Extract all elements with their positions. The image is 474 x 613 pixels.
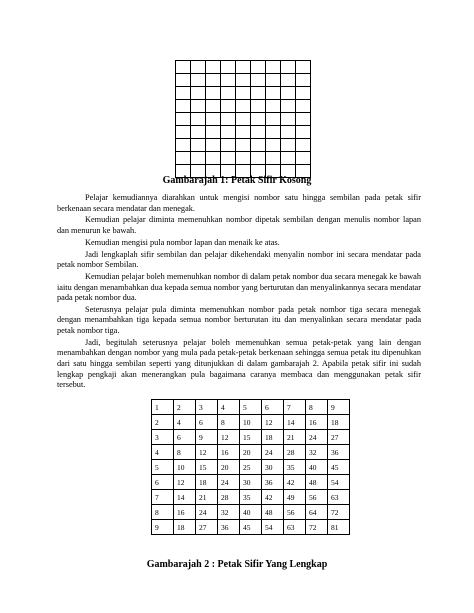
empty-grid-cell: [296, 152, 311, 165]
empty-grid-cell: [236, 113, 251, 126]
grid-cell: 16: [174, 505, 196, 520]
empty-grid-cell: [191, 74, 206, 87]
paragraph: Seterusnya pelajar pula diminta memenuhkan nombor pada petak nombor tiga secara menegak dengan menambahkan tiga kepada semua nombor berturutan itu dan menyalinkan secara mendatar pada petak nombor tiga.: [57, 304, 421, 336]
grid-cell: 48: [306, 475, 328, 490]
empty-grid-cell: [296, 61, 311, 74]
grid-cell: 14: [174, 490, 196, 505]
empty-grid-cell: [191, 126, 206, 139]
empty-grid-row: [176, 61, 311, 74]
grid-cell: 18: [174, 520, 196, 535]
grid-cell: 28: [284, 445, 306, 460]
grid-cell: 18: [196, 475, 218, 490]
empty-grid-cell: [236, 100, 251, 113]
empty-grid-cell: [281, 139, 296, 152]
grid-cell: 15: [240, 430, 262, 445]
grid-cell: 28: [218, 490, 240, 505]
empty-grid-cell: [206, 152, 221, 165]
empty-grid-cell: [191, 87, 206, 100]
grid-cell: 7: [152, 490, 174, 505]
figure-2-caption: Gambarajah 2 : Petak Sifir Yang Lengkap: [146, 559, 328, 570]
empty-grid-cell: [266, 139, 281, 152]
grid-cell: 16: [306, 415, 328, 430]
empty-grid-cell: [176, 113, 191, 126]
paragraph: Jadi lengkaplah sifir sembilan dan pelajar dikehendaki menyalin nombor ini secara mendatar pada petak nombor Sembilan.: [57, 249, 421, 270]
empty-grid-cell: [221, 74, 236, 87]
empty-grid-cell: [251, 126, 266, 139]
grid-row: [152, 415, 350, 430]
grid-cell: 30: [262, 460, 284, 475]
empty-grid-row: [176, 126, 311, 139]
empty-grid-cell: [221, 139, 236, 152]
grid-cell: 24: [196, 505, 218, 520]
grid-cell: 42: [284, 475, 306, 490]
grid-cell: 56: [306, 490, 328, 505]
grid-cell: 24: [262, 445, 284, 460]
empty-grid-cell: [236, 152, 251, 165]
grid-cell: 3: [196, 400, 218, 415]
grid-cell: 6: [152, 475, 174, 490]
empty-grid-cell: [296, 139, 311, 152]
empty-grid-cell: [206, 61, 221, 74]
grid-cell: 64: [306, 505, 328, 520]
empty-grid-cell: [251, 152, 266, 165]
empty-grid-cell: [221, 126, 236, 139]
empty-grid-cell: [176, 100, 191, 113]
grid-cell: 14: [284, 415, 306, 430]
empty-grid-cell: [296, 113, 311, 126]
grid-cell: 72: [306, 520, 328, 535]
empty-grid-row: [176, 152, 311, 165]
empty-grid-cell: [251, 113, 266, 126]
grid-cell: 24: [218, 475, 240, 490]
grid-cell: 8: [152, 505, 174, 520]
grid-cell: 16: [218, 445, 240, 460]
empty-grid-cell: [191, 152, 206, 165]
paragraph: Pelajar kemudiannya diarahkan untuk mengisi nombor satu hingga sembilan pada petak sifir berkenaan secara mendatar dan menegak.: [57, 193, 421, 213]
grid-cell: 81: [328, 520, 350, 535]
grid-cell: 2: [174, 400, 196, 415]
grid-cell: 12: [218, 430, 240, 445]
grid-cell: 20: [218, 460, 240, 475]
empty-grid-cell: [266, 126, 281, 139]
empty-grid-cell: [266, 113, 281, 126]
grid-cell: 3: [152, 430, 174, 445]
grid-cell: 10: [174, 460, 196, 475]
paragraph: Kemudian pelajar diminta memenuhkan nombor dipetak sembilan dengan menulis nombor lapan dan menurun ke bawah.: [57, 215, 421, 235]
empty-grid-cell: [176, 152, 191, 165]
empty-grid-row: [176, 139, 311, 152]
grid-cell: 42: [262, 490, 284, 505]
empty-grid-row: [176, 74, 311, 87]
empty-grid-cell: [281, 113, 296, 126]
grid-cell: 40: [240, 505, 262, 520]
grid-cell: 4: [152, 445, 174, 460]
empty-grid-cell: [251, 87, 266, 100]
empty-grid-cell: [251, 61, 266, 74]
empty-grid-cell: [236, 87, 251, 100]
empty-grid-cell: [266, 100, 281, 113]
empty-grid-cell: [281, 100, 296, 113]
grid-cell: 27: [328, 430, 350, 445]
grid-cell: 5: [240, 400, 262, 415]
grid-cell: 49: [284, 490, 306, 505]
grid-cell: 45: [328, 460, 350, 475]
empty-grid-cell: [236, 61, 251, 74]
empty-grid-row: [176, 113, 311, 126]
grid-cell: 6: [262, 400, 284, 415]
grid-cell: 40: [306, 460, 328, 475]
grid-cell: 24: [306, 430, 328, 445]
empty-grid-cell: [266, 152, 281, 165]
empty-grid-cell: [206, 100, 221, 113]
grid-cell: 36: [328, 445, 350, 460]
grid-cell: 18: [262, 430, 284, 445]
grid-cell: 32: [218, 505, 240, 520]
grid-cell: 9: [328, 400, 350, 415]
empty-multiplication-grid: [175, 60, 311, 178]
empty-grid-cell: [176, 87, 191, 100]
grid-cell: 12: [196, 445, 218, 460]
empty-grid-cell: [221, 100, 236, 113]
empty-grid-cell: [176, 74, 191, 87]
empty-grid-cell: [191, 113, 206, 126]
grid-cell: 30: [240, 475, 262, 490]
completed-multiplication-grid: [151, 399, 350, 535]
empty-grid-cell: [206, 139, 221, 152]
empty-grid-cell: [251, 100, 266, 113]
grid-cell: 35: [240, 490, 262, 505]
grid-cell: 1: [152, 400, 174, 415]
grid-cell: 12: [262, 415, 284, 430]
grid-cell: 9: [152, 520, 174, 535]
grid-cell: 7: [284, 400, 306, 415]
grid-row: [152, 400, 350, 415]
grid-cell: 21: [284, 430, 306, 445]
grid-cell: 48: [262, 505, 284, 520]
empty-grid-cell: [281, 87, 296, 100]
grid-cell: 6: [196, 415, 218, 430]
empty-grid-row: [176, 100, 311, 113]
body-text: [57, 193, 421, 392]
empty-grid-cell: [221, 152, 236, 165]
empty-grid-cell: [281, 61, 296, 74]
empty-grid-cell: [296, 100, 311, 113]
empty-grid-cell: [176, 139, 191, 152]
grid-cell: 21: [196, 490, 218, 505]
empty-grid-cell: [266, 61, 281, 74]
empty-grid-cell: [296, 87, 311, 100]
grid-cell: 18: [328, 415, 350, 430]
empty-grid-cell: [206, 87, 221, 100]
empty-grid-cell: [206, 74, 221, 87]
empty-grid-cell: [251, 139, 266, 152]
grid-row: [152, 430, 350, 445]
empty-grid-cell: [176, 126, 191, 139]
paragraph: Kemudian pelajar boleh memenuhkan nombor di dalam petak nombor dua secara menegak ke bawah iaitu dengan menambahkan dua kepada semua nombor yang berturutan dan menyalinkannya secara mendatar pada petak nombor dua.: [57, 271, 421, 303]
empty-grid-cell: [251, 74, 266, 87]
empty-grid-cell: [236, 74, 251, 87]
grid-cell: 25: [240, 460, 262, 475]
empty-grid-cell: [266, 74, 281, 87]
grid-cell: 36: [262, 475, 284, 490]
grid-cell: 63: [328, 490, 350, 505]
grid-cell: 6: [174, 430, 196, 445]
grid-cell: 4: [174, 415, 196, 430]
figure-1-caption: Gambarajah 1: Petak Sifir Kosong: [162, 175, 312, 186]
paragraph: Kemudian mengisi pula nombor lapan dan menaik ke atas.: [85, 237, 280, 247]
empty-grid-cell: [281, 74, 296, 87]
grid-cell: 35: [284, 460, 306, 475]
grid-row: [152, 520, 350, 535]
grid-cell: 63: [284, 520, 306, 535]
grid-cell: 8: [218, 415, 240, 430]
grid-cell: 54: [328, 475, 350, 490]
empty-grid-cell: [281, 152, 296, 165]
empty-grid-cell: [191, 61, 206, 74]
empty-grid-cell: [236, 126, 251, 139]
grid-cell: 10: [240, 415, 262, 430]
grid-cell: 20: [240, 445, 262, 460]
grid-row: [152, 475, 350, 490]
grid-cell: 8: [306, 400, 328, 415]
grid-cell: 9: [196, 430, 218, 445]
empty-grid-cell: [176, 61, 191, 74]
empty-grid-row: [176, 87, 311, 100]
grid-cell: 4: [218, 400, 240, 415]
empty-grid-cell: [191, 100, 206, 113]
grid-cell: 36: [218, 520, 240, 535]
grid-cell: 15: [196, 460, 218, 475]
empty-grid-cell: [236, 139, 251, 152]
grid-cell: 12: [174, 475, 196, 490]
grid-cell: 56: [284, 505, 306, 520]
empty-grid-cell: [221, 113, 236, 126]
grid-cell: 54: [262, 520, 284, 535]
empty-grid-cell: [221, 61, 236, 74]
grid-cell: 45: [240, 520, 262, 535]
grid-row: [152, 460, 350, 475]
paragraph: Jadi, begitulah seterusnya pelajar boleh memenuhkan semua petak-petak yang lain dengan menambahkan dengan nombor yang mula pada petak-petak berkenaan sehingga semua petak itu dipenuhkan dari satu hingga sembilan seperti yang ditunjukkan di dalam gambarajah 2. Apabila petak sifir ini sudah lengkap pengkaji akan menerangkan pula bagaimana caranya membaca dan menggunakan petak sifir tersebut.: [57, 337, 421, 390]
grid-cell: 27: [196, 520, 218, 535]
grid-row: [152, 445, 350, 460]
empty-grid-cell: [281, 126, 296, 139]
grid-cell: 32: [306, 445, 328, 460]
empty-grid-cell: [221, 87, 236, 100]
grid-cell: 72: [328, 505, 350, 520]
grid-cell: 5: [152, 460, 174, 475]
empty-grid-cell: [296, 126, 311, 139]
grid-row: [152, 490, 350, 505]
empty-grid-cell: [296, 74, 311, 87]
empty-grid-cell: [206, 126, 221, 139]
grid-cell: 8: [174, 445, 196, 460]
empty-grid-cell: [266, 87, 281, 100]
grid-cell: 2: [152, 415, 174, 430]
grid-row: [152, 505, 350, 520]
empty-grid-cell: [206, 113, 221, 126]
empty-grid-cell: [191, 139, 206, 152]
